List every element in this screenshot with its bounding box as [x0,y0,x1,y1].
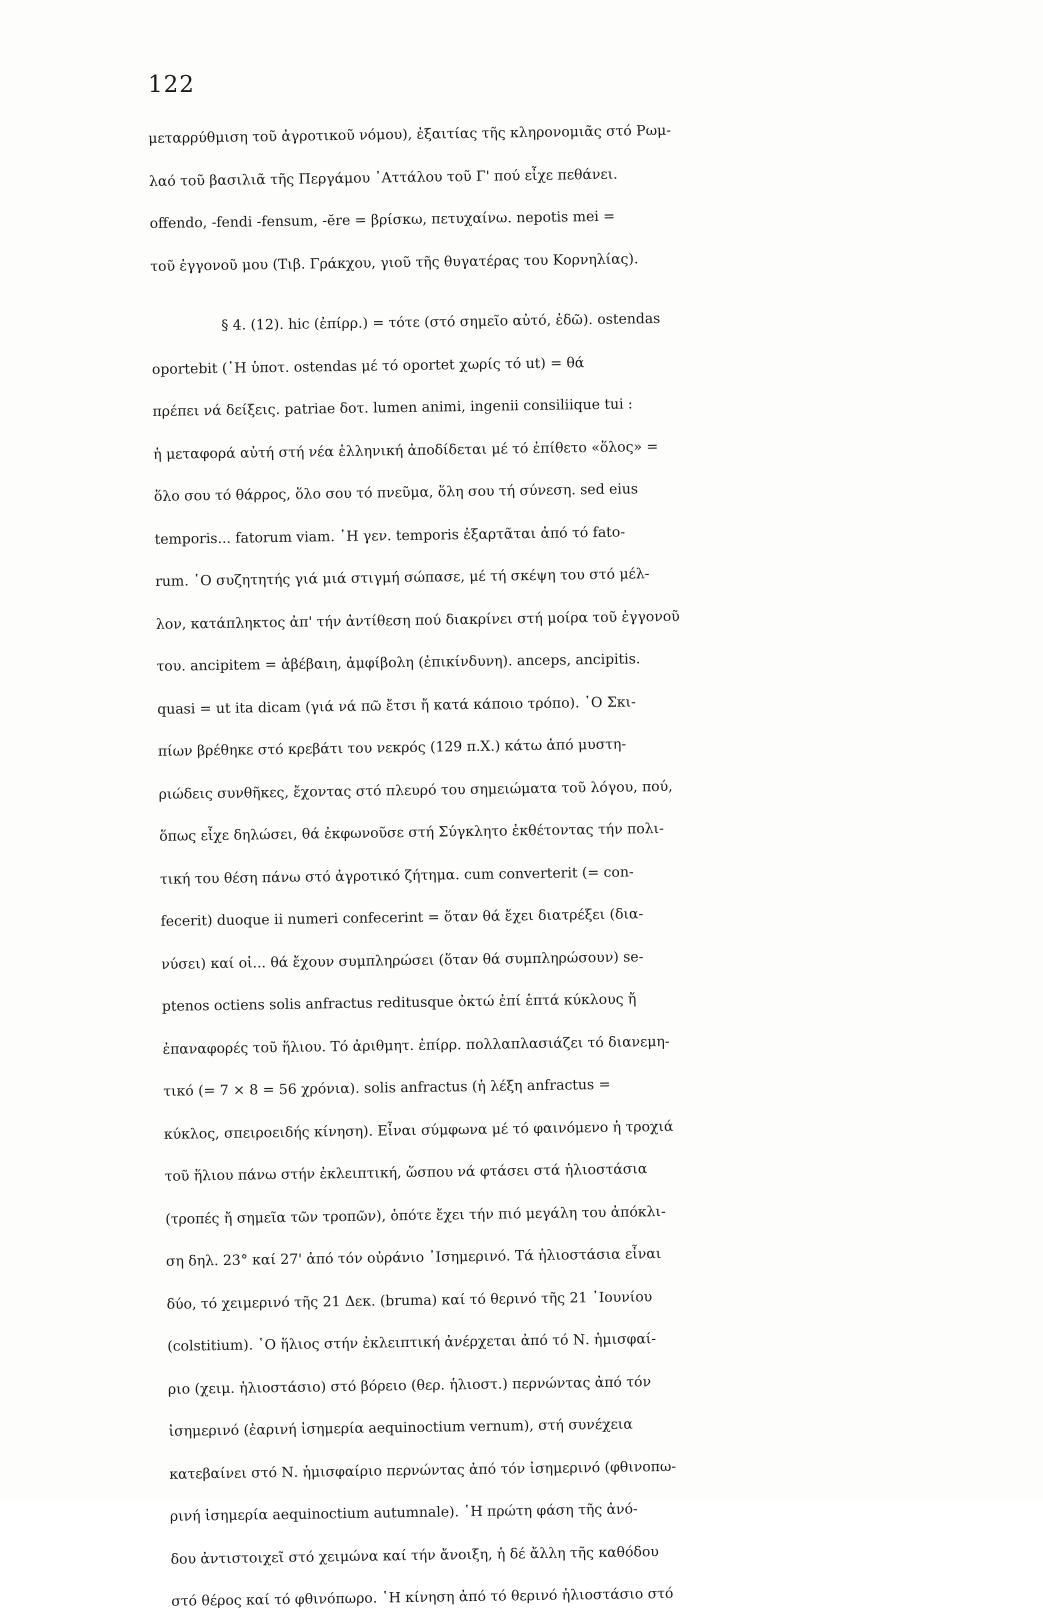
text-line: πρέπει νά δείξεις. patriae δοτ. lumen animi, ingenii consiliique tui : [152,396,633,420]
text-line: rum. ῾Ο συζητητής γιά μιά στιγμή σώπασε, μέ τή σκέψη του στό μέλ- [155,566,650,590]
body-text [148,104,1042,1623]
text-line: quasi = ut ita dicam (γιά νά πῶ ἔτσι ἤ κατά κάποιο τρόπο). ῾Ο Σκι- [157,693,636,718]
text-line: ριώδεις συνθῆκες, ἔχοντας στό πλευρό του σημειώματα τοῦ λόγου, πού, [158,778,673,803]
text-line: oportebit (῾Η ὑποτ. ostendas μέ τό oportet χωρίς τό ut) = θά [151,354,585,378]
text-line: λαό τοῦ βασιλιᾶ τῆς Περγάμου ᾿Αττάλου τοῦ Γ' πού εἶχε πεθάνει. [148,166,618,190]
text-line: τικό (= 7 × 8 = 56 χρόνια). solis anfractus (ἡ λέξη anfractus = [163,1076,611,1100]
text-line: (colstitium). ῾Ο ἥλιος στήν ἐκλειπτική ἀνέρχεται ἀπό τό Ν. ἡμισφαί- [167,1331,657,1355]
text-line: λον, κατάπληκτος ἀπ' τήν ἀντίθεση πού διακρίνει στή μοίρα τοῦ ἐγγονοῦ [155,608,680,633]
text-line: ὅπως εἶχε δηλώσει, θά ἐκφωνοῦσε στή Σύγκλητο ἐκθέτοντας τήν πολι- [159,820,664,845]
text-line: ρινή ἰσημερία aequinoctium autumnale). ῾Η πρώτη φάση τῆς ἀνό- [169,1501,638,1525]
text-line: τοῦ ἐγγονοῦ μου (Τιβ. Γράκχου, γιοῦ τῆς θυγατέρας του Κορνηλίας). [150,250,639,275]
text-line: δύο, τό χειμερινό τῆς 21 Δεκ. (bruma) καί τό θερινό τῆς 21 ᾿Ιουνίου [166,1288,653,1313]
text-line: ση δηλ. 23° καί 27' ἀπό τόν οὐράνιο ᾿Ισημερινό. Τά ἡλιοστάσια εἶναι [165,1246,662,1270]
text-line: ἐπαναφορές τοῦ ἥλιου. Τό ἀριθμητ. ἐπίρρ. πολλαπλασιάζει τό διανεμη- [162,1033,670,1058]
text-line: κατεβαίνει στό Ν. ἡμισφαίριο περνώντας ἀπό τόν ἰσημερινό (φθινοπω- [169,1458,677,1483]
text-line: τοῦ ἥλιου πάνω στήν ἐκλειπτική, ὥσπου νά φτάσει στά ἡλιοστάσια [164,1161,648,1185]
text-line: κύκλος, σπειροειδής κίνηση). Εἶναι σύμφωνα μέ τό φαινόμενο ἡ τροχιά [163,1118,674,1143]
text-line: temporis... fatorum viam. ῾Η γεν. temporis ἐξαρτᾶται ἀπό τό fato- [154,524,626,548]
text-line: ptenos octiens solis anfractus reditusque ὀκτώ ἐπί ἑπτά κύκλους ἤ [161,991,637,1015]
text-line: στό θέρος καί τό φθινόπωρο. ῾Η κίνηση ἀπό τό θερινό ἡλιοστάσιο στό [171,1585,674,1610]
text-line: fecerit) duoque ii numeri confecerint = ὅταν θά ἔχει διατρέξει (δια- [160,906,644,930]
text-line: (τροπές ἤ σημεῖα τῶν τροπῶν), ὁπότε ἔχει τήν πιό μεγάλη του ἀπόκλι- [165,1203,666,1228]
page-number: 122 [148,72,195,98]
text-line: ἰσημερινό (ἐαρινή ἰσημερία aequinoctium vernum), στή συνέχεια [168,1416,633,1440]
text-line: δου ἀντιστοιχεῖ στό χειμώνα καί τήν ἄνοιξη, ἡ δέ ἄλλη τῆς καθόδου [170,1543,659,1568]
text-line: offendo, -fendi -fensum, -ĕre = βρίσκω, πετυχαίνω. nepotis mei = [149,208,616,232]
text-line: ὅλο σου τό θάρρος, ὅλο σου τό πνεῦμα, ὅλη σου τή σύνεση. sed eius [153,481,639,505]
text-line: νύσει) καί οἱ... θά ἔχουν συμπληρώσει (ὅταν θά συμπληρώσουν) se- [161,948,644,973]
text-line: § 4. (12). hic (ἐπίρρ.) = τότε (στό σημεῖο αὐτό, ἐδῶ). ostendas [221,310,661,334]
text-line: πίων βρέθηκε στό κρεβάτι του νεκρός (129 π.Χ.) κάτω ἀπό μυστη- [157,736,627,760]
text-line: μεταρρύθμιση τοῦ ἀγροτικοῦ νόμου), ἐξαιτίας τῆς κληρονομιᾶς στό Ρωμ- [148,122,672,147]
text-line: του. ancipitem = ἀβέβαιη, ἀμφίβολη (ἐπικίνδυνη). anceps, ancipitis. [156,651,641,675]
text-line: ἡ μεταφορά αὐτή στή νέα ἑλληνική ἀποδίδεται μέ τό ἐπίθετο «ὅλος» = [153,438,659,463]
text-line: ριο (χειμ. ἡλιοστάσιο) στό βόρειο (θερ. ἡλιοστ.) περνώντας ἀπό τόν [167,1373,652,1398]
text-line: τική του θέση πάνω στό ἀγροτικό ζήτημα. cum converterit (= con- [159,863,634,888]
